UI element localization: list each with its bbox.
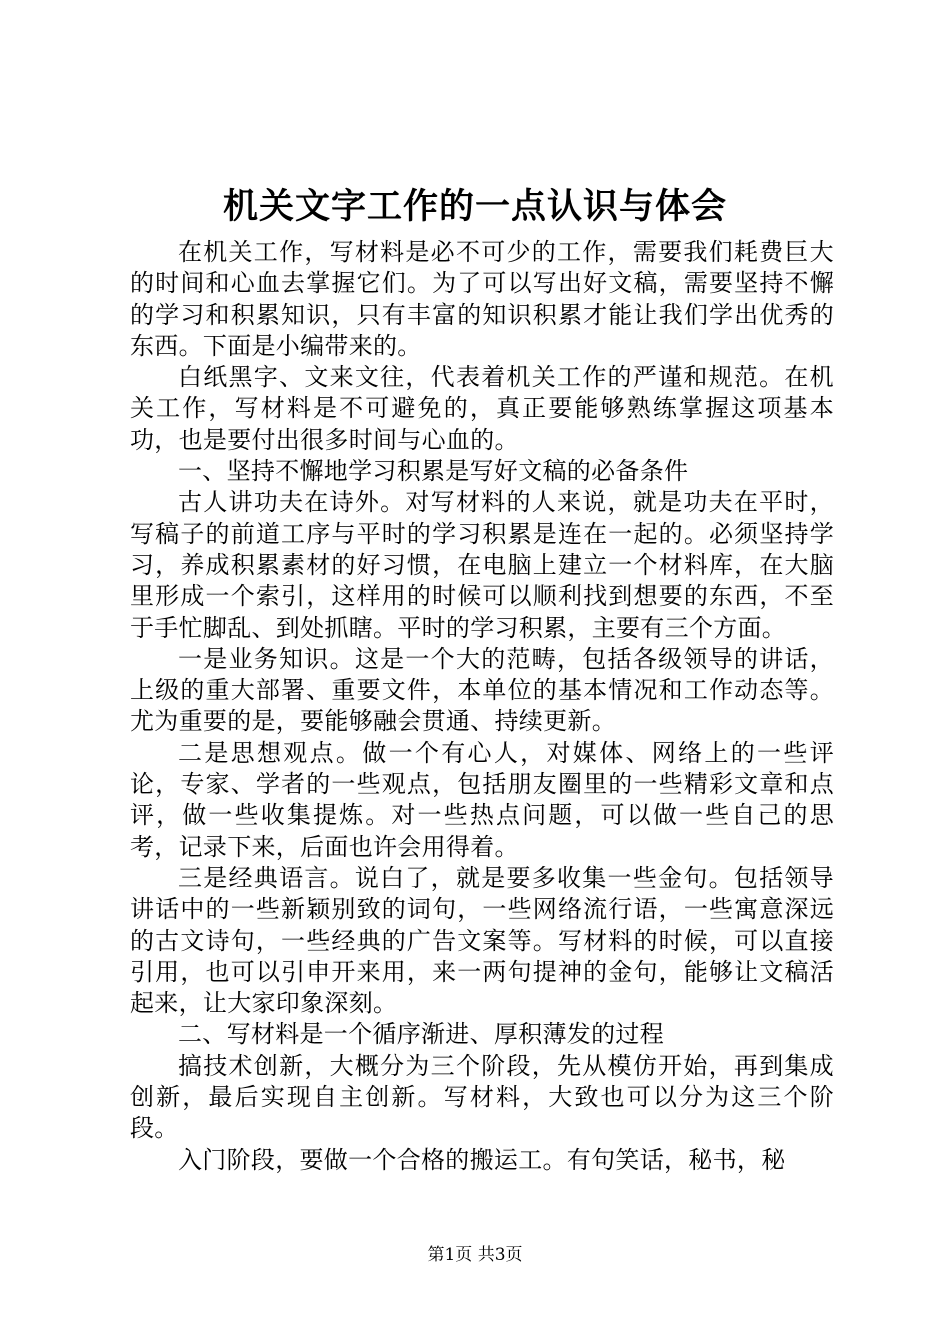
paragraph-section2-intro: 搞技术创新，大概分为三个阶段，先从模仿开始，再到集成创新，最后实现自主创新。写材料，大致也可以分为这三个阶段。 — [130, 1051, 834, 1143]
paragraph-intro: 在机关工作，写材料是必不可少的工作，需要我们耗费巨大的时间和心血去掌握它们。为了可以写出好文稿，需要坚持不懈的学习和积累知识，只有丰富的知识积累才能让我们学出优秀的东西。下面是小编带来的。 — [130, 238, 834, 360]
paragraph-classic-language: 三是经典语言。说白了，就是要多收集一些金句。包括领导讲话中的一些新颖别致的词句，一些网络流行语，一些寓意深远的古文诗句，一些经典的广告文案等。写材料的时候，可以直接引用，也可以引申开来用，来一两句提神的金句，能够让文稿活起来，让大家印象深刻。 — [130, 863, 834, 1018]
section-heading-1: 一、坚持不懈地学习积累是写好文稿的必备条件 — [178, 457, 689, 486]
paragraph-section1-intro: 古人讲功夫在诗外。对写材料的人来说，就是功夫在平时，写稿子的前道工序与平时的学习积累是连在一起的。必须坚持学习，养成积累素材的好习惯，在电脑上建立一个材料库，在大脑里形成一个索引，这样用的时候可以顺利找到想要的东西，不至于手忙脚乱、到处抓瞎。平时的学习积累，主要有三个方面。 — [130, 488, 834, 642]
document-title: 机关文字工作的一点认识与体会 — [222, 186, 727, 227]
document-body — [130, 237, 834, 1176]
paragraph-ideas: 二是思想观点。做一个有心人，对媒体、网络上的一些评论，专家、学者的一些观点，包括朋友圈里的一些精彩文章和点评，做一些收集提炼。对一些热点问题，可以做一些自己的思考，记录下来，后面也许会用得着。 — [130, 738, 834, 861]
paragraph-entry-stage: 入门阶段，要做一个合格的搬运工。有句笑话，秘书，秘 — [178, 1145, 786, 1174]
page-footer: 第1页 共3页 — [427, 1245, 523, 1265]
paragraph-business-knowledge: 一是业务知识。这是一个大的范畴，包括各级领导的讲话，上级的重大部署、重要文件，本单位的基本情况和工作动态等。尤为重要的是，要能够融会贯通、持续更新。 — [130, 644, 834, 736]
section-heading-2: 二、写材料是一个循序渐进、厚积薄发的过程 — [178, 1020, 664, 1049]
paragraph-context: 白纸黑字、文来文往，代表着机关工作的严谨和规范。在机关工作，写材料是不可避免的，真正要能够熟练掌握这项基本功，也是要付出很多时间与心血的。 — [130, 363, 834, 454]
